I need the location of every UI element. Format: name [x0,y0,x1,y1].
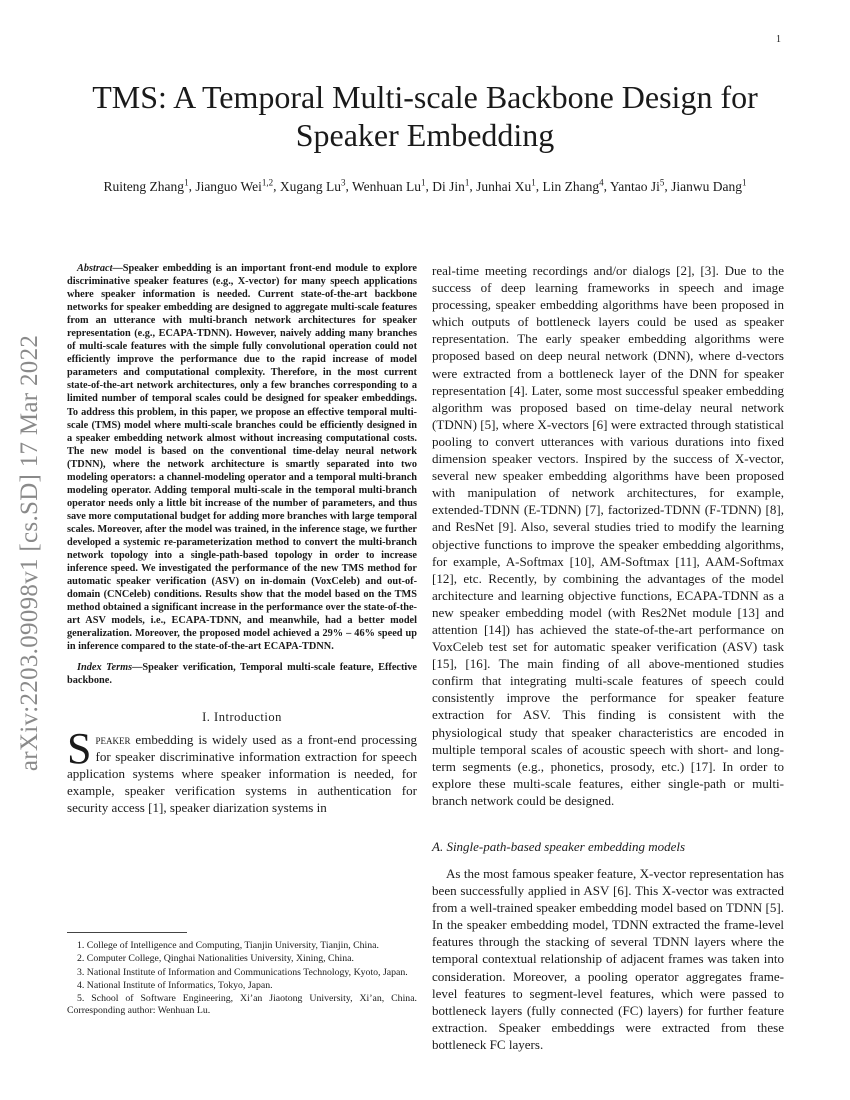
author: Junhai Xu$^1$ [476,177,536,194]
footnote: 3. National Institute of Information and Communications Technology, Kyoto, Japan. [77,966,408,978]
dropcap: S [67,723,92,773]
author: Di Jin$^1$ [432,177,470,194]
arxiv-stamp-text: arXiv:2203.09098v1 [cs.SD] 17 Mar 2022 [16,334,44,772]
author: Jianwu Dang$^1$ [671,177,747,194]
footnote: 2. Computer College, Qinghai Nationalities University, Xining, China. [77,953,354,965]
author: Jianguo Wei$^{1,2}$ [195,177,274,194]
index-terms-text: —Speaker verification, Temporal multi-scale feature, Effective backbone. [67,662,417,687]
arxiv-stamp [0,293,60,813]
subsection-heading-single-path: A. Single-path-based speaker embedding models [432,839,686,854]
author: Xugang Lu$^3$ [279,177,346,194]
body-paragraph: As the most famous speaker feature, X-vector representation has been successfully applied in ASV [6]. This X-vector was extracted from a well-trained speaker embedding model based on TDNN [5]. In the speaker embedding model, TDNN extracted the frame-level features through the stacking of several TDNN layers where the temporal contextual relationship of adjacent frames was taken into consideration. Moreover, a pooling operator aggregates frame-level features to segment-level features, which were passed to bottleneck layers (fully connected (FC) layers) for further feature extraction. Speaker embeddings were extracted from these bottleneck FC layers. [432,866,784,1052]
footnote: 1. College of Intelligence and Computing, Tianjin University, Tianjin, China. [77,940,379,951]
footnote-divider [67,932,187,933]
author: Wenhuan Lu$^1$ [351,177,426,194]
footnotes [67,940,417,1019]
abstract [67,262,417,653]
right-column [432,262,784,1053]
page-number: 1 [776,34,781,45]
author: Ruiteng Zhang$^1$ [103,177,189,194]
paper-title: TMS: A Temporal Multi-scale Backbone Design for Speaker Embedding [92,79,758,153]
footnote: 4. National Institute of Informatics, Tokyo, Japan. [77,979,273,991]
body-paragraph: real-time meeting recordings and/or dialogs [2], [3]. Due to the success of deep learning frameworks in speech and image processing, speaker embedding algorithms have been proposed in which outputs of bottleneck layers could be used as speaker representation. The early speaker embedding algorithms were proposed based on deep neural network (DNN), where d-vectors were extracted from a bottleneck layer of the DNN for speaker representation [4]. Later, some most successful speaker embedding algorithm was proposed based on time-delay neural network (TDNN) [5], where X-vectors [6] were extracted through statistical pooling to convert utterances with various durations into fixed dimension speaker vectors. Inspired by the success of X-vector, several new speaker embedding algorithms have been proposed with manipulation of network architectures, for example, extended-TDNN (E-TDNN) [7], factorized-TDNN (F-TDNN) [8], and ResNet [9]. Also, several studies tried to modify the learning objective functions to improve the speaker embedding algorithms, for example, A-Softmax [10], AM-Softmax [11], AAM-Softmax [12], etc. Recently, by combining the advantages of the model architecture and learning objective functions, ECAPA-TDNN as a new speaker embedding model (with Res2Net module [13] and attention [14]) has achieved the state-of-the-art performance on VoxCeleb test set for automatic speaker verification (ASV) task [15], [16]. The main finding of all above-mentioned studies confirm that integrating multi-scale features of speech could consistently improve the performance for speaker feature extraction for ASV. This finding is consistent with the physiological study that speaker characteristics are encoded in multiple temporal scales of acoustic speech with short- and long-term segments (e.g., phonetics, prosody, etc.) [17]. In order to explore these multi-scale features, either single-path or multi-branch network could be designed. [432,263,784,808]
abstract-text: —Speaker embedding is an important front-end module to explore discriminative speaker features (e.g., X-vector) for many speech applications where speaker information is needed. Current state-of-the-art backbone networks for speaker embedding are designed to aggregate multi-scale features from an utterance with multi-branch network architectures for speaker representation (e.g., ECAPA-TDNN). However, naively adding many branches of multi-scale features with the simple fully convolutional operation could not efficiently improve the performance due to the rapid increase of model parameters and computational complexity. Therefore, in the most current state-of-the-art network architectures, only a few branches corresponding to a limited number of temporal scales could be designed for speaker embeddings. To address this problem, in this paper, we propose an effective temporal multi-scale (TMS) model where multi-scale branches could be efficiently designed in a speaker embedding network almost without increasing computational costs. The new model is based on the conventional time-delay neural network (TDNN), where the network architecture is smartly separated into two modeling operators: a channel-modeling operator and a temporal multi-branch modeling operator. Adding temporal multi-scale in the temporal multi-branch operator needs only a little bit increase of the number of parameters, and thus save more computational budget for adding more branches with large temporal scales. Moreover, after the model was trained, in the inference stage, we further developed a systemic re-parameterization method to convert the multi-branch network topology into a single-path-based topology in order to increase inference speed. We investigated the performance of the new TMS method for automatic speaker verification (ASV) on in-domain (VoxCeleb) and out-of-domain (CNCeleb) conditions. Results show that the model based on the TMS method obtained a significant increase in the performance over the state-of-the-art ASV models, i.e., ECAPA-TDNN, and meanwhile, had a better model generalization. Moreover, the proposed model achieved a 29% – 46% speed up in inference compared to the state-of-the-art ECAPA-TDNN. [67,263,417,653]
intro-paragraph [67,723,417,816]
intro-first-word: peaker [95,731,131,747]
author: Lin Zhang$^4$ [542,177,604,194]
left-column [67,262,417,816]
abstract-label: Abstract [77,263,113,274]
footnote: 5. School of Software Engineering, Xi’an Jiaotong University, Xi’an, China. Corresponding author: Wenhuan Lu. [67,993,417,1017]
index-terms [67,661,417,687]
author: Yantao Ji$^5$ [609,177,665,194]
section-heading-introduction: I. Introduction [202,709,282,724]
intro-text: embedding is widely used as a front-end processing for speaker discriminative information extraction for speech application systems where speaker information is needed, for example, speaker verification systems in authentication for security access [1], speaker diarization systems in [67,731,417,815]
index-terms-label: Index Terms [77,662,133,674]
author-list: Ruiteng Zhang$^1$, Jianguo Wei$^{1,2}$, Xugang Lu$^3$, Wenhuan Lu$^1$, Di Jin$^1$, Junhai Xu$^1$, Lin Zhang$^4$, Yantao Ji$^5$, Jianwu Dang$^1$ [103,177,747,194]
